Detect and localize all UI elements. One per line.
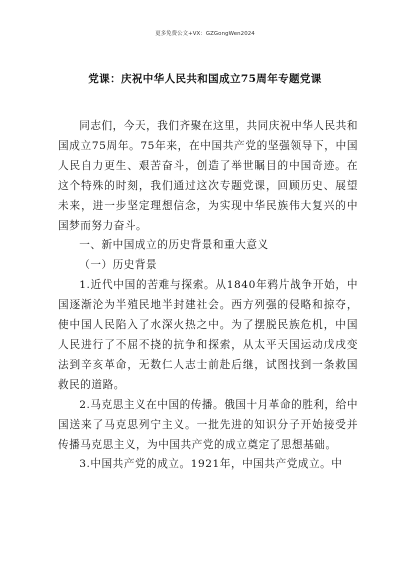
document-title: 党课：庆祝中华人民共和国成立75周年专题党课 [88, 73, 322, 85]
paragraph-intro: 同志们，今天，我们齐聚在这里，共同庆祝中华人民共和国成立75周年。75年来，在中国共产党的坚强领导下，中国人民自力更生、艰苦奋斗，创造了举世瞩目的中国奇迹。在这个特殊的时刻，我们通过这次专题党课，回顾历史、展望未来，进一步坚定理想信念，为实现中华民族伟大复兴的中国梦而努力奋斗。 [58, 120, 358, 232]
subsection-heading: （一）历史背景 [79, 259, 158, 272]
paragraph-item-2: 2.马克思主义在中国的传播。俄国十月革命的胜利，给中国送来了马克思列宁主义。一批先进的知识分子开始接受并传播马克思主义，为中国共产党的成立奠定了思想基础。 [58, 398, 358, 451]
section-heading: 一、新中国成立的历史背景和重大意义 [79, 239, 269, 252]
paragraph-item-1: 1.近代中国的苦难与探索。从1840年鸦片战争开始，中国逐渐沦为半殖民地半封建社会。西方列强的侵略和掠夺，使中国人民陷入了水深火热之中。为了摆脱民族危机，中国人民进行了不屈不挠的抗争和探索，从太平天国运动戊戌变法到辛亥革命，无数仁人志士前赴后继，试图找到一条救国救民的道路。 [58, 279, 358, 391]
header-note: 更多免费公文+VX：GZGongWen2024 [155, 31, 255, 37]
paragraph-item-3: 3.中国共产党的成立。1921年，中国共产党成立。中 [79, 458, 343, 471]
document-body [58, 117, 358, 475]
